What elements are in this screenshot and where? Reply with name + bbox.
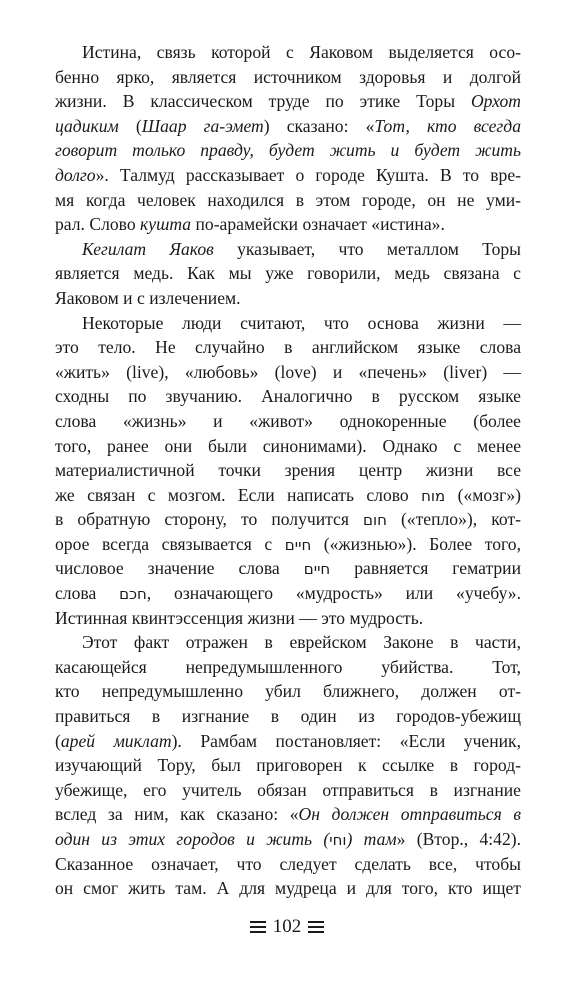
text-line: слова חכם, означающего «мудрость» или «учебу». [55,583,521,604]
text-line: в обратную сторону, то получится חום («тепло»), кот- [55,509,521,530]
text-line: бенно ярко, является источником здоровья и долгой [55,66,521,87]
text-line: кто непредумышленно убил ближнего, должен от- [55,681,521,702]
page-footer [0,914,574,939]
text-line: вслед за ним, как сказано: «Он должен отправиться в [55,804,521,825]
text-line: он смог жить там. А для мудреца и для того, кто ищет [55,878,521,899]
text-line: является медь. Как мы уже говорили, медь связана с [55,263,521,284]
text-line: Сказанное означает, что следует сделать все, чтобы [55,853,521,874]
text-line: касающейся непредумышленного убийства. Тот, [55,656,521,677]
text-line: (арей миклат). Рамбам постановляет: «Если ученик, [55,730,521,751]
text-line: один из этих городов и жить (וחי) там» (Втор., 4:42). [55,829,522,849]
text-line: Кегилат Яаков указывает, что металлом Торы [82,238,521,259]
folio-ornament-right [308,921,324,933]
text-line: правиться в изгнание в один из городов-убежищ [55,706,521,727]
text-line: Истина, связь которой с Яаковом выделяется осо- [82,42,521,62]
text-line: материалистичной точки зрения центр жизни все [55,460,521,481]
text-line: Этот факт отражен в еврейском Законе в части, [82,632,521,653]
text-line: цадиким (Шаар га-эмет) сказано: «Тот, кто всегда [55,115,521,136]
text-line: сходны по звучанию. Аналогично в русском языке [55,386,521,407]
text-line: числовое значение слова חיים равняется гематрии [55,558,522,579]
text-line: слова «жизнь» и «живот» однокоренные (более [55,410,521,431]
text-line: того, ранее они были синонимами). Однако с менее [55,435,521,456]
text-line: же связан с мозгом. Если написать слово מוח («мозг») [55,484,522,505]
text-line: долго». Талмуд рассказывает о городе Кушта. В то вре- [55,164,521,185]
text-line: Яаковом и с излечением. [55,287,241,308]
text-line: изучающий Тору, был приговорен к ссылке в город- [55,755,521,776]
body-text [55,40,521,901]
text-line: Истинная квинтэссенция жизни — это мудрость. [55,607,424,628]
text-line: мя когда человек находился в этом городе, он не уми- [55,189,521,210]
folio-ornament-left [250,921,266,933]
text-line: рал. Слово кушта по-арамейски означает «истина». [55,214,445,235]
text-line: убежище, его учитель обязан отправиться в изгнание [55,779,521,800]
text-line: орое всегда связывается с חיים («жизнью»). Более того, [55,533,521,554]
text-line: говорит только правду, будет жить и будет жить [55,140,521,161]
text-line: «жить» (live), «любовь» (love) и «печень» (liver) — [55,361,521,382]
page-number: 102 [272,915,302,937]
text-line: жизни. В классическом труде по этике Торы Орхот [55,91,521,112]
text-line: Некоторые люди считают, что основа жизни — [82,312,521,333]
text-line: это тело. Не случайно в английском языке слова [55,337,521,358]
